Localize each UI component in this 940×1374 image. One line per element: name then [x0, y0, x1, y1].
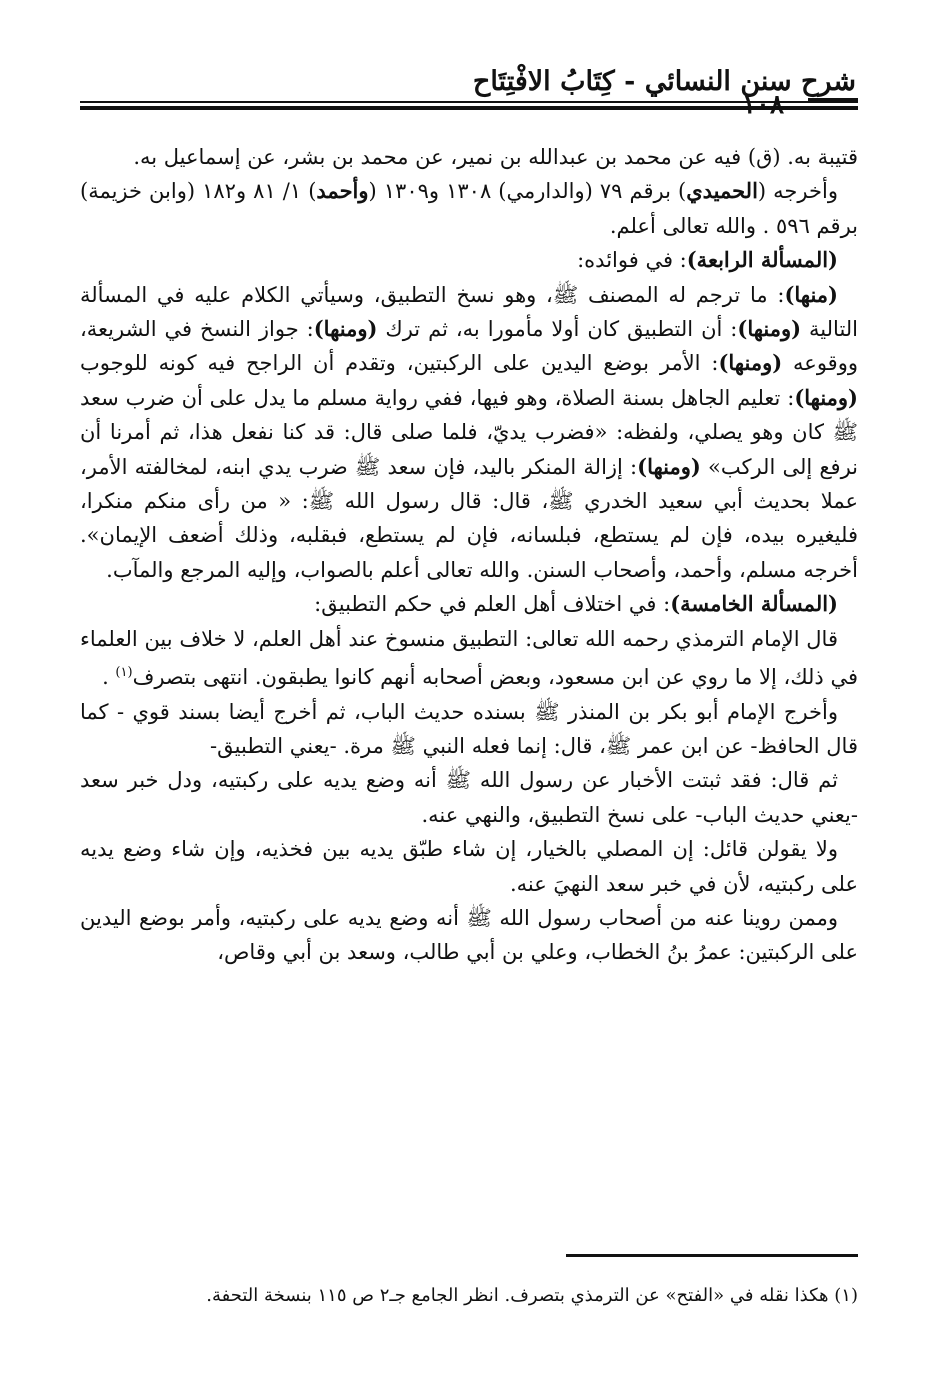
footnote-rule [566, 1254, 858, 1257]
text-run: : أن التطبيق كان أولا مأمورا به، ثم ترك [377, 317, 738, 342]
text-run: : الأمر بوضع اليدين على الركبتين، وتقدم أن الراجح فيه كونه للوجوب [80, 351, 719, 376]
bold-term: (ومنها) [313, 316, 378, 342]
text-run: : في فوائده: [577, 248, 687, 273]
paragraph [80, 901, 858, 970]
bold-term: (ومنها) [737, 316, 802, 342]
text-run: : تعليم الجاهل بسنة الصلاة، وهو فيها، ففي رواية مسلم ما يدل على أن ضرب سعد ﷺ كان وهو يصلي، ولفظه: «فضرب يديّ، فلما صلى قال: قد كنا نفعل هذا، ثم أمرنا أن نرفع إلى الركب» [80, 385, 859, 479]
text-run: قال الإمام الترمذي رحمه الله تعالى: التطبيق منسوخ عند أهل العلم، لا خلاف بين العلماء في ذلك، إلا ما روي عن ابن مسعود، وبعض أصحابه أنهم كانوا يطبقون. انتهى بتصرف [80, 626, 858, 690]
text-run: : جواز النسخ في الشريعة، ووقوعه [80, 317, 858, 376]
bold-term: وأحمد [316, 178, 369, 204]
paragraph [80, 140, 858, 174]
paragraph [80, 174, 858, 243]
footnote: (١) هكذا نقله في «الفتح» عن الترمذي بتصرف. انظر الجامع جـ٢ ص ١١٥ بنسخة التحفة. [206, 1285, 858, 1306]
text-run: ) ١/ ٨١ و١٨٢ (وابن خزيمة) برقم ٥٩٦ . والله تعالى أعلم. [80, 179, 858, 238]
paragraph [80, 278, 858, 588]
text-run: قتيبة به. (ق) فيه عن محمد بن عبدالله بن نمير، عن محمد بن بشر، عن إسماعيل به. [133, 145, 858, 169]
text-run: : في اختلاف أهل العلم في حكم التطبيق: [314, 592, 671, 617]
text-run: ثم قال: فقد ثبتت الأخبار عن رسول الله ﷺ أنه وضع يديه على ركبتيه، ودل خبر سعد -يعني حديث الباب- على نسخ التطبيق، والنهي عنه. [80, 768, 858, 827]
page-number-rule-right [808, 98, 858, 101]
bold-term: (منها) [784, 281, 838, 307]
bold-term: (المسألة الخامسة) [670, 591, 838, 617]
bold-term: (ومنها) [718, 350, 783, 376]
paragraph [80, 695, 858, 764]
bold-term: (المسألة الرابعة) [686, 247, 838, 273]
paragraph [80, 243, 858, 277]
running-title: شرح سنن النسائي - كِتَابُ الافْتِتَاح [472, 66, 856, 97]
text-run: ) برقم ٧٩ (والدارمي) ١٣٠٨ و١٣٠٩ ( [368, 179, 687, 204]
text-run: : إزالة المنكر باليد، فإن سعد ﷺ ضرب يدي ابنه، لمخالفته الأمر، عملا بحديث أبي سعيد الخدري ﷺ، قال: قال رسول الله ﷺ: « من رأى منكم منكرا، فليغيره بيده، فإن لم يستطع، فبلسانه، فإن لم يستطع، فبقلبه، وذلك أضعف الإيمان». أخرجه مسلم، وأحمد، وأصحاب السنن. والله تعالى أعلم بالصواب، وإليه المرجع والمآب. [80, 454, 858, 582]
bold-term: (ومنها) [794, 384, 858, 410]
text-run: : ما ترجم له المصنف ﷺ، وهو نسخ التطبيق، وسيأتي الكلام عليه في المسألة التالية [80, 282, 859, 342]
footnote-marker: (١) [115, 665, 133, 681]
text-run: وأخرج الإمام أبو بكر بن المنذر ﷺ بسنده حديث الباب، ثم أخرج أيضا بسند قوي - كما قال الحافظ- عن ابن عمر ﷺ، قال: إنما فعله النبي ﷺ مرة. -يعني التطبيق- [80, 699, 858, 758]
body-text [80, 140, 858, 970]
bold-term: الحميدي [686, 178, 758, 204]
text-run: وممن روينا عنه من أصحاب رسول الله ﷺ أنه وضع يديه على ركبتيه، وأمر بوضع اليدين على الركبتين: عمرُ بنُ الخطاب، وعلي بن أبي طالب، وسعد بن أبي وقاص، [80, 905, 858, 965]
page-number: ١٠٨ [742, 90, 784, 120]
text-run: ولا يقولن قائل: إن المصلي بالخيار، إن شاء طبّق يديه بين فخذيه، وإن شاء وضع يديه على ركبتيه، لأن في خبر سعد النهيَ عنه. [80, 837, 858, 896]
text-run: . [102, 665, 116, 690]
paragraph [80, 587, 858, 621]
text-run: وأخرجه ( [757, 179, 838, 204]
paragraph [80, 832, 858, 901]
paragraph [80, 763, 858, 832]
paragraph [80, 622, 858, 695]
bold-term: (ومنها) [637, 453, 701, 479]
